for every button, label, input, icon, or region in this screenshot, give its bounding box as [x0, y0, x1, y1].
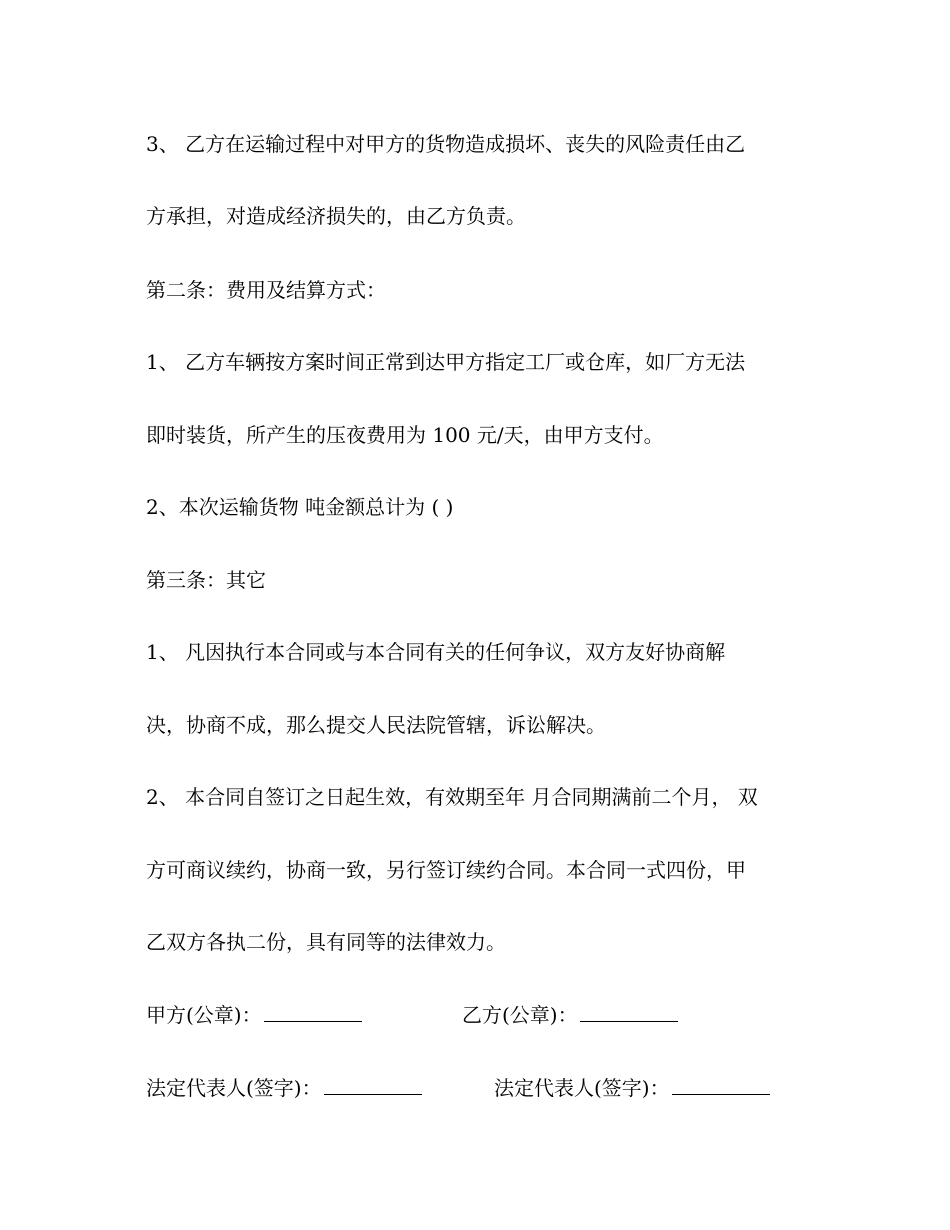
- article-2-heading: 第二条：费用及结算方式：: [146, 278, 386, 302]
- clause-3-2-line-2: 方可商议续约，协商一致，另行签订续约合同。本合同一式四份，甲: [146, 858, 746, 882]
- party-a-seal-label: 甲方(公章)：: [146, 1003, 262, 1027]
- party-b-representative: [494, 1076, 770, 1100]
- clause-2-2: 2、本次运输货物 吨金额总计为 ( ): [146, 495, 454, 519]
- clause-3-2-line-1: 2、 本合同自签订之日起生效，有效期至年 月合同期满前二个月， 双: [146, 785, 758, 809]
- clause-3-2-line-3: 乙双方各执二份，具有同等的法律效力。: [146, 930, 506, 954]
- clause-2-1-line-1: 1、 乙方车辆按方案时间正常到达甲方指定工厂或仓库，如厂方无法: [146, 350, 746, 374]
- party-a-seal: [146, 1003, 362, 1027]
- party-b-rep-label: 法定代表人(签字)：: [494, 1076, 670, 1100]
- clause-1-3-line-2: 方承担，对造成经济损失的，由乙方负责。: [146, 204, 526, 228]
- clause-3-1-line-1: 1、 凡因执行本合同或与本合同有关的任何争议，双方友好协商解: [146, 640, 726, 664]
- party-b-seal-label: 乙方(公章)：: [462, 1003, 578, 1027]
- party-a-seal-blank: [264, 1003, 362, 1022]
- clause-2-1-line-2: 即时装货，所产生的压夜费用为 100 元/天，由甲方支付。: [146, 423, 664, 447]
- party-b-rep-blank: [672, 1076, 770, 1095]
- article-3-heading: 第三条：其它: [146, 568, 266, 592]
- clause-1-3-line-1: 3、 乙方在运输过程中对甲方的货物造成损坏、丧失的风险责任由乙: [146, 132, 746, 156]
- clause-3-1-line-2: 决，协商不成，那么提交人民法院管辖，诉讼解决。: [146, 713, 606, 737]
- party-b-seal: [462, 1003, 678, 1027]
- party-a-representative: [146, 1076, 422, 1100]
- party-a-rep-blank: [324, 1076, 422, 1095]
- party-b-seal-blank: [580, 1003, 678, 1022]
- party-a-rep-label: 法定代表人(签字)：: [146, 1076, 322, 1100]
